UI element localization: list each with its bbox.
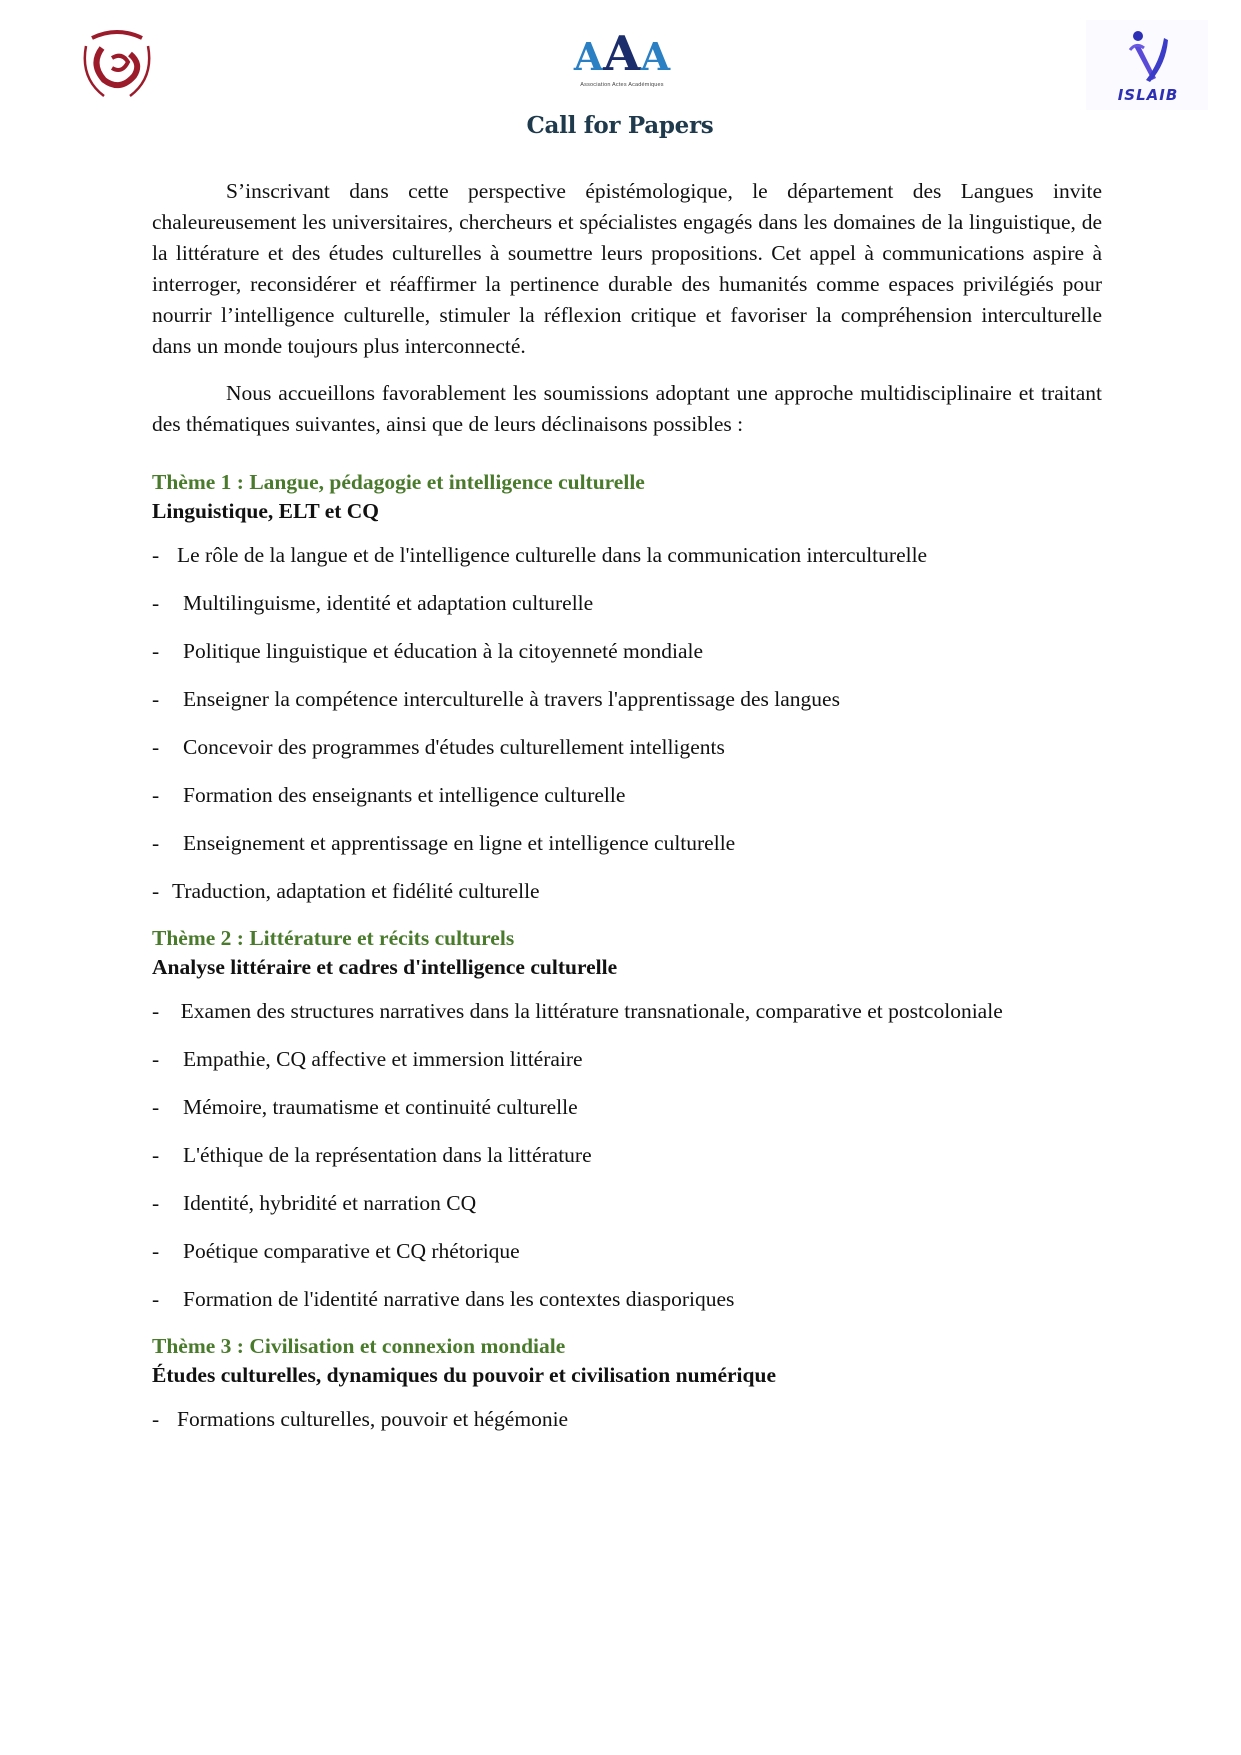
list-item-text: Empathie, CQ affective et immersion littéraire [183, 1047, 583, 1071]
aaa-logo [560, 26, 684, 88]
list-item-text: Concevoir des programmes d'études culturellement intelligents [183, 735, 725, 759]
dash-bullet-icon: - [152, 783, 160, 807]
association-name: Association Actes Académiques [580, 82, 664, 88]
theme-item-list [152, 996, 1102, 1315]
list-item-text: Le rôle de la langue et de l'intelligence culturelle dans la communication interculturelle [177, 543, 928, 567]
list-item [152, 1404, 1102, 1435]
theme-section [152, 1332, 1102, 1435]
dash-bullet-icon: - [152, 687, 160, 711]
theme-heading: Thème 2 : Littérature et récits culturels [152, 926, 515, 950]
theme-item-list [152, 1404, 1102, 1435]
list-item [152, 588, 1102, 619]
dash-bullet-icon: - [152, 1239, 160, 1263]
list-item [152, 732, 1102, 763]
list-item [152, 636, 1102, 667]
list-item [152, 1140, 1102, 1171]
dash-bullet-icon: - [152, 1143, 160, 1167]
list-item-text: Mémoire, traumatisme et continuité culturelle [183, 1095, 578, 1119]
list-item-text: Identité, hybridité et narration CQ [183, 1191, 477, 1215]
list-item [152, 684, 1102, 715]
theme-section [152, 468, 1102, 907]
dash-bullet-icon: - [152, 735, 160, 759]
dash-bullet-icon: - [152, 1287, 160, 1311]
document-body [152, 176, 1102, 1452]
list-item [152, 780, 1102, 811]
theme-item-list [152, 540, 1102, 907]
aaa-letter: A [603, 26, 641, 82]
dash-bullet-icon: - [152, 543, 160, 567]
theme-subheading: Analyse littéraire et cadres d'intelligence culturelle [152, 955, 618, 979]
dash-bullet-icon: - [152, 879, 160, 903]
intro-paragraph: S’inscrivant dans cette perspective épistémologique, le département des Langues invite chaleureusement les universitaires, chercheurs et spécialistes engagés dans les domaines de la linguistique, de la littérature et des études culturelles à soumettre leurs propositions. Cet appel à communications aspire à interroger, reconsidérer et réaffirmer la pertinence durable des humanités comme espaces privilégiés pour nourrir l’intelligence culturelle, stimuler la réflexion critique et favoriser la compréhension interculturelle dans un monde toujours plus interconnecté. [152, 179, 1102, 358]
list-item [152, 1236, 1102, 1267]
dash-bullet-icon: - [152, 1407, 160, 1431]
list-item [152, 1044, 1102, 1075]
dash-bullet-icon: - [152, 831, 160, 855]
list-item-text: Traduction, adaptation et fidélité culturelle [172, 879, 540, 903]
list-item-text: Formations culturelles, pouvoir et hégémonie [177, 1407, 569, 1431]
theme-section [152, 924, 1102, 1315]
list-item [152, 996, 1102, 1027]
list-item-text: Multilinguisme, identité et adaptation culturelle [183, 591, 594, 615]
dash-bullet-icon: - [152, 999, 181, 1023]
islaib-wordmark: ISLAIB [1117, 86, 1179, 104]
dash-bullet-icon: - [152, 591, 160, 615]
theme-subheading: Linguistique, ELT et CQ [152, 499, 380, 523]
dash-bullet-icon: - [152, 1047, 160, 1071]
list-item-text: Enseigner la compétence interculturelle à travers l'apprentissage des langues [183, 687, 840, 711]
list-item-text: Formation des enseignants et intelligence culturelle [183, 783, 626, 807]
list-item [152, 1188, 1102, 1219]
dash-bullet-icon: - [152, 1191, 160, 1215]
dash-bullet-icon: - [152, 1095, 160, 1119]
theme-heading: Thème 3 : Civilisation et connexion mondiale [152, 1334, 566, 1358]
dash-bullet-icon: - [152, 639, 160, 663]
list-item [152, 828, 1102, 859]
page-title: Call for Papers [526, 112, 714, 139]
aaa-letter: A [573, 34, 604, 79]
universite-jendouba-logo [82, 24, 152, 102]
intro-paragraph: Nous accueillons favorablement les soumissions adoptant une approche multidisciplinaire et traitant des thématiques suivantes, ainsi que de leurs déclinaisons possibles : [152, 381, 1102, 436]
list-item-text: Enseignement et apprentissage en ligne et intelligence culturelle [183, 831, 736, 855]
list-item [152, 876, 1102, 907]
list-item [152, 540, 1102, 571]
list-item-text: L'éthique de la représentation dans la littérature [183, 1143, 592, 1167]
list-item-text: Politique linguistique et éducation à la citoyenneté mondiale [183, 639, 704, 663]
list-item [152, 1284, 1102, 1315]
list-item [152, 1092, 1102, 1123]
theme-heading: Thème 1 : Langue, pédagogie et intelligence culturelle [152, 470, 645, 494]
islaib-logo [1086, 20, 1208, 110]
aaa-letter: A [640, 34, 671, 79]
list-item-text: Formation de l'identité narrative dans les contextes diasporiques [183, 1287, 735, 1311]
theme-subheading: Études culturelles, dynamiques du pouvoir et civilisation numérique [152, 1363, 776, 1387]
list-item-text: Examen des structures narratives dans la littérature transnationale, comparative et postcoloniale [180, 999, 1003, 1023]
list-item-text: Poétique comparative et CQ rhétorique [183, 1239, 520, 1263]
